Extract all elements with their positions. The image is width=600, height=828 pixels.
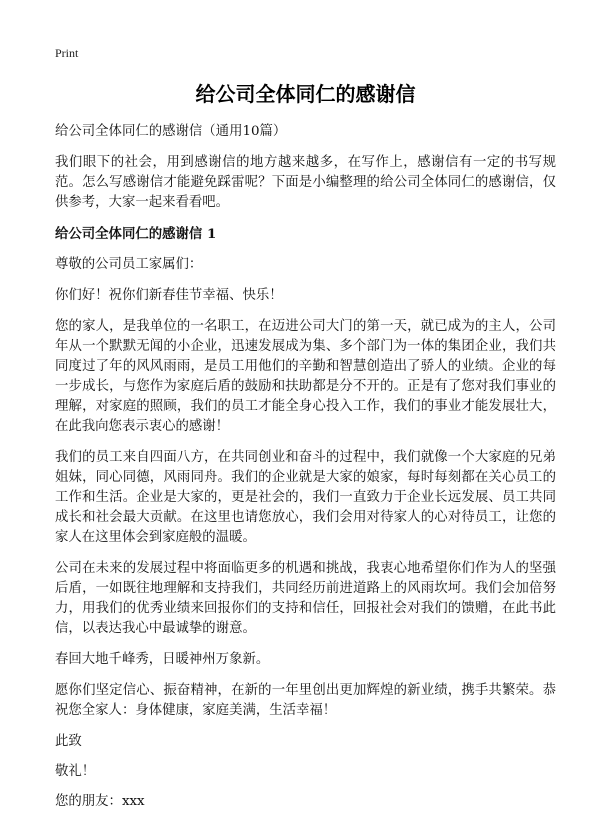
- blessing-paragraph: 愿你们坚定信心、振奋精神，在新的一年里创出更加辉煌的新业绩，携手共繁荣。恭祝您全家人：身体健康，家庭美满，生活幸福！: [55, 683, 556, 718]
- section-heading: 给公司全体同仁的感谢信 1: [55, 226, 217, 242]
- body-paragraph-1: 您的家人，是我单位的一名职工，在迈进公司大门的第一天，就已成为的主人，公司年从一个默默无闻的小企业，迅速发展成为集、多个部门为一体的集团企业，我们共同度过了年的风风雨雨，是员工用他们的辛勤和智慧创造出了骄人的业绩。企业的每一步成长，与您作为家庭后盾的鼓励和扶助都是分不开的。正是有了您对我们事业的理解，对家庭的照顾，我们的员工才能全身心投入工作，我们的事业才能发展壮大，在此我向您表示衷心的感谢！: [55, 319, 556, 434]
- salute-line: 敬礼！: [55, 764, 96, 779]
- wishes-line: 你们好！祝你们新春佳节幸福、快乐！: [55, 288, 283, 303]
- greeting-line: 尊敬的公司员工家属们：: [55, 257, 203, 272]
- poem-line: 春回大地千峰秀，日暖神州万象新。: [55, 652, 270, 667]
- document-subtitle: 给公司全体同仁的感谢信（通用10篇）: [55, 124, 287, 139]
- print-link[interactable]: Print: [55, 46, 79, 60]
- body-paragraph-2: 我们的员工来自四面八方，在共同创业和奋斗的过程中，我们就像一个大家庭的兄弟姐妹，同心同德，风雨同舟。我们的企业就是大家的娘家，每时每刻都在关心员工的工作和生活。企业是大家的，更是社会的，我们一直致力于企业长远发展、员工共同成长和社会最大贡献。在这里也请您放心，我们会用对待家人的心对待员工，让您的家人在这里体会到家庭般的温暖。: [55, 450, 556, 545]
- body-paragraph-3: 公司在未来的发展过程中将面临更多的机遇和挑战，我衷心地希望你们作为人的坚强后盾，一如既往地理解和支持我们，共同经历前进道路上的风雨坎坷。我们会加倍努力，用我们的优秀业绩来回报你们的支持和信任，回报社会对我们的馈赠，在此书此信，以表达我心中最诚挚的谢意。: [55, 561, 556, 636]
- closing-line: 此致: [55, 734, 82, 749]
- signature-line: 您的朋友：xxx: [55, 794, 145, 809]
- document-title: 给公司全体同仁的感谢信: [195, 82, 416, 106]
- intro-paragraph: 我们眼下的社会，用到感谢信的地方越来越多，在写作上，感谢信有一定的书写规范。怎么写感谢信才能避免踩雷呢？下面是小编整理的给公司全体同仁的感谢信，仅供参考，大家一起来看看吧。: [55, 155, 556, 210]
